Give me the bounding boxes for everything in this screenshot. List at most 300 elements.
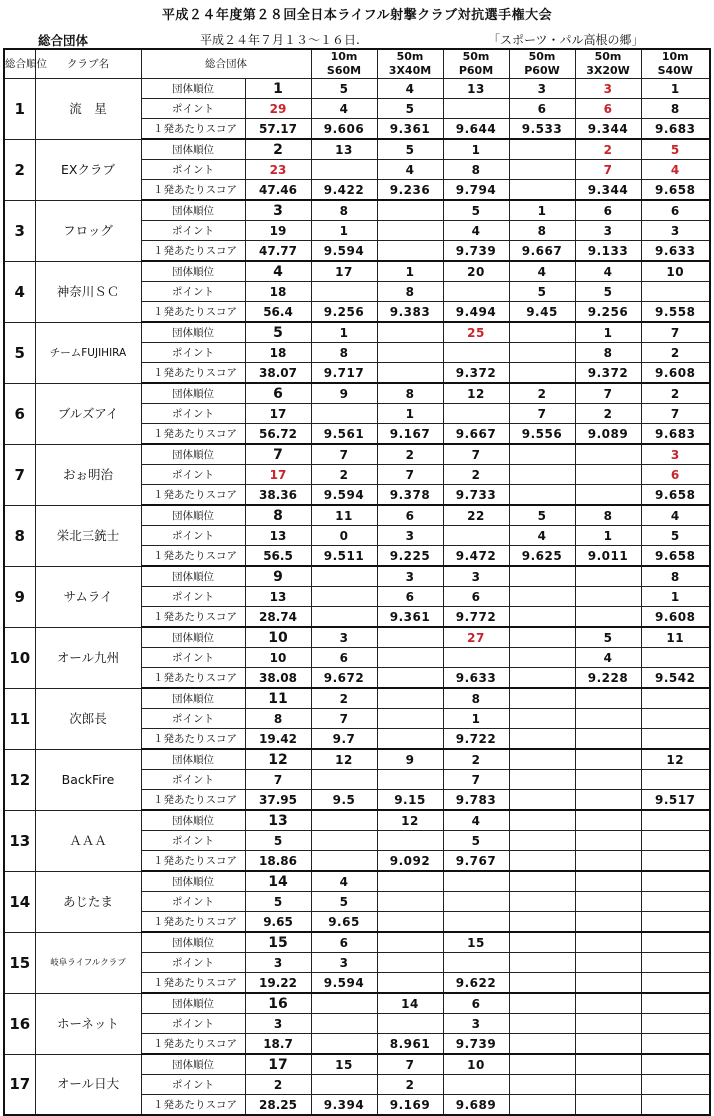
overall-value: 56.5: [245, 546, 311, 567]
overall-rank: 11: [4, 688, 35, 749]
event-value: 6: [443, 587, 509, 607]
event-value: [575, 831, 641, 851]
row-label: 団体順位: [141, 566, 245, 587]
event-value: 2: [377, 1075, 443, 1095]
event-value: 9.494: [443, 302, 509, 323]
event-value: 3: [311, 953, 377, 973]
event-value: [377, 912, 443, 933]
event-value: [311, 770, 377, 790]
overall-value: 2: [245, 139, 311, 160]
row-label: １発あたりスコア: [141, 607, 245, 628]
event-value: 9.167: [377, 424, 443, 445]
event-value: 9.558: [641, 302, 710, 323]
overall-rank: 14: [4, 871, 35, 932]
event-value: [509, 1054, 575, 1075]
event-value: [509, 1075, 575, 1095]
event-value: 9.542: [641, 668, 710, 689]
event-value: [509, 749, 575, 770]
row-label: １発あたりスコア: [141, 485, 245, 506]
event-value: 7: [443, 770, 509, 790]
event-value: 9.472: [443, 546, 509, 567]
event-value: 4: [377, 160, 443, 180]
event-value: 9.15: [377, 790, 443, 811]
event-value: [509, 993, 575, 1014]
event-value: [377, 892, 443, 912]
club-name: ブルズアイ: [35, 383, 141, 444]
overall-value: 3: [245, 953, 311, 973]
overall-rank: 3: [4, 200, 35, 261]
row-label: ポイント: [141, 709, 245, 729]
event-value: [575, 973, 641, 994]
header-club: クラブ名: [35, 49, 141, 79]
club-name: あじたま: [35, 871, 141, 932]
event-value: 15: [311, 1054, 377, 1075]
row-label: 団体順位: [141, 505, 245, 526]
event-value: [509, 1014, 575, 1034]
event-value: 7: [377, 465, 443, 485]
event-value: 7: [641, 404, 710, 424]
event-value: [575, 485, 641, 506]
club-name: サムライ: [35, 566, 141, 627]
overall-value: 7: [245, 770, 311, 790]
event-value: 3: [311, 627, 377, 648]
event-value: 1: [641, 587, 710, 607]
overall-value: 17: [245, 465, 311, 485]
event-value: 8: [311, 343, 377, 363]
overall-rank: 8: [4, 505, 35, 566]
event-value: 25: [443, 322, 509, 343]
event-value: 2: [377, 444, 443, 465]
event-value: 1: [311, 322, 377, 343]
event-value: [377, 200, 443, 221]
event-value: [377, 729, 443, 750]
event-value: 3: [641, 221, 710, 241]
event-value: 2: [575, 404, 641, 424]
club-name: BackFire: [35, 749, 141, 810]
event-value: 9.794: [443, 180, 509, 201]
row-label: ポイント: [141, 892, 245, 912]
event-value: [575, 688, 641, 709]
event-value: [311, 1014, 377, 1034]
event-value: [311, 851, 377, 872]
event-value: [509, 770, 575, 790]
overall-value: 57.17: [245, 119, 311, 140]
event-value: [575, 1075, 641, 1095]
row-label: 団体順位: [141, 810, 245, 831]
event-value: 0: [311, 526, 377, 546]
overall-value: 18: [245, 343, 311, 363]
event-value: [641, 729, 710, 750]
event-value: 14: [377, 993, 443, 1014]
event-value: 5: [575, 627, 641, 648]
event-value: 6: [641, 465, 710, 485]
row-label: 団体順位: [141, 688, 245, 709]
overall-value: 9.65: [245, 912, 311, 933]
overall-value: 16: [245, 993, 311, 1014]
club-row-team-rank: [4, 566, 710, 587]
event-value: 12: [377, 810, 443, 831]
header-event-6: 10m S40W: [641, 49, 710, 79]
event-value: 9.658: [641, 180, 710, 201]
event-value: 10: [443, 1054, 509, 1075]
event-value: 9.394: [311, 1095, 377, 1116]
event-value: 5: [377, 99, 443, 119]
row-label: １発あたりスコア: [141, 241, 245, 262]
row-label: 団体順位: [141, 200, 245, 221]
event-value: 12: [443, 383, 509, 404]
event-value: 6: [377, 587, 443, 607]
overall-value: 2: [245, 1075, 311, 1095]
overall-rank: 4: [4, 261, 35, 322]
header-event-2: 50m 3X40M: [377, 49, 443, 79]
header-event-5: 50m 3X20W: [575, 49, 641, 79]
event-value: [641, 688, 710, 709]
event-value: 9.608: [641, 607, 710, 628]
event-value: 9.011: [575, 546, 641, 567]
event-value: [509, 668, 575, 689]
club-row-team-rank: [4, 932, 710, 953]
event-value: [311, 1075, 377, 1095]
row-label: ポイント: [141, 526, 245, 546]
event-value: 9.228: [575, 668, 641, 689]
event-value: 8: [377, 383, 443, 404]
overall-rank: 15: [4, 932, 35, 993]
event-value: [509, 871, 575, 892]
event-value: [575, 607, 641, 628]
event-value: [575, 953, 641, 973]
event-value: 9.256: [311, 302, 377, 323]
club-name: チームFUJIHIRA: [35, 322, 141, 383]
event-value: [641, 810, 710, 831]
event-value: [641, 932, 710, 953]
event-value: 5: [641, 526, 710, 546]
category-label: 総合団体: [38, 33, 89, 48]
club-name: 神奈川ＳＣ: [35, 261, 141, 322]
event-value: [641, 1034, 710, 1055]
event-value: 9.594: [311, 485, 377, 506]
event-value: 1: [575, 322, 641, 343]
event-value: 9.5: [311, 790, 377, 811]
event-value: [509, 485, 575, 506]
event-value: 2: [443, 749, 509, 770]
event-value: [509, 892, 575, 912]
event-value: 12: [311, 749, 377, 770]
club-name: EXクラブ: [35, 139, 141, 200]
row-label: ポイント: [141, 221, 245, 241]
event-value: 9.667: [509, 241, 575, 262]
event-value: [575, 810, 641, 831]
row-label: 団体順位: [141, 444, 245, 465]
event-value: [311, 587, 377, 607]
event-value: [509, 363, 575, 384]
event-value: 9.717: [311, 363, 377, 384]
event-value: [377, 953, 443, 973]
overall-rank: 9: [4, 566, 35, 627]
event-value: 9.422: [311, 180, 377, 201]
overall-value: 19: [245, 221, 311, 241]
event-value: [641, 831, 710, 851]
overall-value: 7: [245, 444, 311, 465]
event-value: [311, 810, 377, 831]
overall-value: 6: [245, 383, 311, 404]
event-value: [509, 627, 575, 648]
club-row-team-rank: [4, 871, 710, 892]
event-value: [641, 993, 710, 1014]
event-value: 1: [443, 709, 509, 729]
row-label: 団体順位: [141, 322, 245, 343]
club-row-team-rank: [4, 993, 710, 1014]
event-value: [575, 932, 641, 953]
club-row-team-rank: [4, 444, 710, 465]
event-value: 10: [641, 261, 710, 282]
event-value: [509, 139, 575, 160]
event-value: [641, 973, 710, 994]
event-value: [575, 1014, 641, 1034]
event-value: [575, 465, 641, 485]
event-value: [377, 221, 443, 241]
row-label: ポイント: [141, 587, 245, 607]
row-label: １発あたりスコア: [141, 668, 245, 689]
document-title: 平成２４年度第２８回全日本ライフル射撃クラブ対抗選手権大会: [161, 8, 553, 23]
event-value: 2: [575, 139, 641, 160]
event-value: 9.378: [377, 485, 443, 506]
overall-value: 5: [245, 831, 311, 851]
event-value: [377, 709, 443, 729]
row-label: １発あたりスコア: [141, 1095, 245, 1116]
event-value: 4: [641, 505, 710, 526]
event-value: 9.092: [377, 851, 443, 872]
event-value: 9.622: [443, 973, 509, 994]
event-value: 6: [377, 505, 443, 526]
row-label: １発あたりスコア: [141, 119, 245, 140]
overall-value: 10: [245, 648, 311, 668]
event-value: 5: [575, 282, 641, 302]
event-value: [377, 831, 443, 851]
club-row-team-rank: [4, 627, 710, 648]
event-value: 9.361: [377, 607, 443, 628]
event-value: [509, 566, 575, 587]
event-value: [575, 566, 641, 587]
event-value: 1: [575, 526, 641, 546]
event-value: 9.772: [443, 607, 509, 628]
event-value: 4: [509, 526, 575, 546]
event-value: 4: [575, 648, 641, 668]
event-value: 9.739: [443, 1034, 509, 1055]
event-value: [443, 282, 509, 302]
overall-value: 38.36: [245, 485, 311, 506]
event-value: 6: [575, 99, 641, 119]
event-value: [377, 1014, 443, 1034]
event-value: 6: [509, 99, 575, 119]
event-value: 9.594: [311, 241, 377, 262]
overall-rank: 13: [4, 810, 35, 871]
event-value: 15: [443, 932, 509, 953]
event-value: 9.344: [575, 119, 641, 140]
event-value: [443, 99, 509, 119]
event-value: [311, 566, 377, 587]
overall-rank: 17: [4, 1054, 35, 1115]
overall-rank: 1: [4, 79, 35, 140]
event-value: [377, 343, 443, 363]
overall-value: 19.22: [245, 973, 311, 994]
event-value: 8: [575, 505, 641, 526]
event-value: 1: [509, 200, 575, 221]
event-value: [377, 627, 443, 648]
event-value: 6: [311, 932, 377, 953]
overall-value: 3: [245, 1014, 311, 1034]
row-label: ポイント: [141, 465, 245, 485]
overall-value: 10: [245, 627, 311, 648]
event-value: 6: [311, 648, 377, 668]
event-value: 9.739: [443, 241, 509, 262]
event-value: [377, 932, 443, 953]
overall-value: 37.95: [245, 790, 311, 811]
club-row-team-rank: [4, 261, 710, 282]
event-value: [575, 1034, 641, 1055]
event-value: [641, 282, 710, 302]
event-value: 27: [443, 627, 509, 648]
event-value: 1: [641, 79, 710, 99]
event-value: [575, 912, 641, 933]
event-value: 2: [641, 343, 710, 363]
event-value: [377, 322, 443, 343]
event-value: [377, 688, 443, 709]
event-value: 13: [443, 79, 509, 99]
event-value: [509, 587, 575, 607]
event-value: 22: [443, 505, 509, 526]
event-value: [641, 892, 710, 912]
event-value: 9.45: [509, 302, 575, 323]
event-value: [575, 587, 641, 607]
overall-value: 4: [245, 261, 311, 282]
club-row-team-rank: [4, 383, 710, 404]
header-row: [4, 49, 710, 79]
event-value: 9.606: [311, 119, 377, 140]
overall-rank: 16: [4, 993, 35, 1054]
event-value: 6: [641, 200, 710, 221]
event-value: 9.344: [575, 180, 641, 201]
event-value: [509, 729, 575, 750]
event-value: 9.733: [443, 485, 509, 506]
event-value: 9.561: [311, 424, 377, 445]
event-value: [311, 404, 377, 424]
event-value: 9.361: [377, 119, 443, 140]
overall-value: 18.86: [245, 851, 311, 872]
event-value: 4: [575, 261, 641, 282]
club-name: ＡＡＡ: [35, 810, 141, 871]
overall-value: 47.46: [245, 180, 311, 201]
row-label: ポイント: [141, 831, 245, 851]
event-value: 7: [311, 444, 377, 465]
event-value: 9.236: [377, 180, 443, 201]
event-value: [311, 282, 377, 302]
event-value: [575, 851, 641, 872]
club-name: 流 星: [35, 79, 141, 140]
row-label: 団体順位: [141, 79, 245, 99]
overall-value: 3: [245, 200, 311, 221]
row-label: ポイント: [141, 953, 245, 973]
event-value: [575, 1095, 641, 1116]
event-value: 9.7: [311, 729, 377, 750]
event-value: [641, 1054, 710, 1075]
event-value: [443, 404, 509, 424]
event-value: 6: [443, 993, 509, 1014]
event-value: 9.722: [443, 729, 509, 750]
overall-value: 47.77: [245, 241, 311, 262]
event-value: [377, 668, 443, 689]
club-name: おぉ明治: [35, 444, 141, 505]
overall-rank: 12: [4, 749, 35, 810]
event-value: 3: [443, 566, 509, 587]
row-label: 団体順位: [141, 932, 245, 953]
event-value: [575, 729, 641, 750]
event-value: 7: [509, 404, 575, 424]
event-value: [641, 912, 710, 933]
header-rank: 総合順位: [4, 49, 35, 79]
event-value: 2: [509, 383, 575, 404]
event-value: [509, 322, 575, 343]
event-value: [509, 648, 575, 668]
event-value: 8: [377, 282, 443, 302]
overall-value: 17: [245, 404, 311, 424]
overall-value: 28.74: [245, 607, 311, 628]
event-value: [641, 648, 710, 668]
event-value: [509, 831, 575, 851]
event-value: 3: [443, 1014, 509, 1034]
event-value: [377, 648, 443, 668]
event-value: [509, 1034, 575, 1055]
event-value: [311, 1034, 377, 1055]
row-label: ポイント: [141, 1014, 245, 1034]
event-value: 9.511: [311, 546, 377, 567]
overall-rank: 6: [4, 383, 35, 444]
event-value: 9.689: [443, 1095, 509, 1116]
event-value: 4: [443, 221, 509, 241]
overall-value: 12: [245, 749, 311, 770]
row-label: 団体順位: [141, 749, 245, 770]
event-value: [575, 749, 641, 770]
event-value: [443, 953, 509, 973]
overall-value: 9: [245, 566, 311, 587]
row-label: １発あたりスコア: [141, 973, 245, 994]
event-date: 平成２４年７月１３～１６日.: [200, 33, 360, 47]
event-value: 1: [377, 261, 443, 282]
event-value: 9.372: [443, 363, 509, 384]
event-value: 8: [443, 688, 509, 709]
overall-value: 8: [245, 709, 311, 729]
event-value: [377, 973, 443, 994]
event-value: 9.633: [443, 668, 509, 689]
row-label: 団体順位: [141, 383, 245, 404]
event-value: 11: [641, 627, 710, 648]
event-value: [377, 770, 443, 790]
row-label: １発あたりスコア: [141, 912, 245, 933]
overall-value: 14: [245, 871, 311, 892]
event-value: 9.65: [311, 912, 377, 933]
event-value: 3: [377, 526, 443, 546]
row-label: １発あたりスコア: [141, 729, 245, 750]
overall-value: 38.07: [245, 363, 311, 384]
event-value: [641, 871, 710, 892]
event-value: 8: [311, 200, 377, 221]
club-name: 岐阜ライフルクラブ: [35, 932, 141, 993]
event-value: [509, 160, 575, 180]
event-value: [575, 709, 641, 729]
row-label: 団体順位: [141, 139, 245, 160]
overall-value: 18.7: [245, 1034, 311, 1055]
event-value: 8.961: [377, 1034, 443, 1055]
club-name: オール日大: [35, 1054, 141, 1115]
